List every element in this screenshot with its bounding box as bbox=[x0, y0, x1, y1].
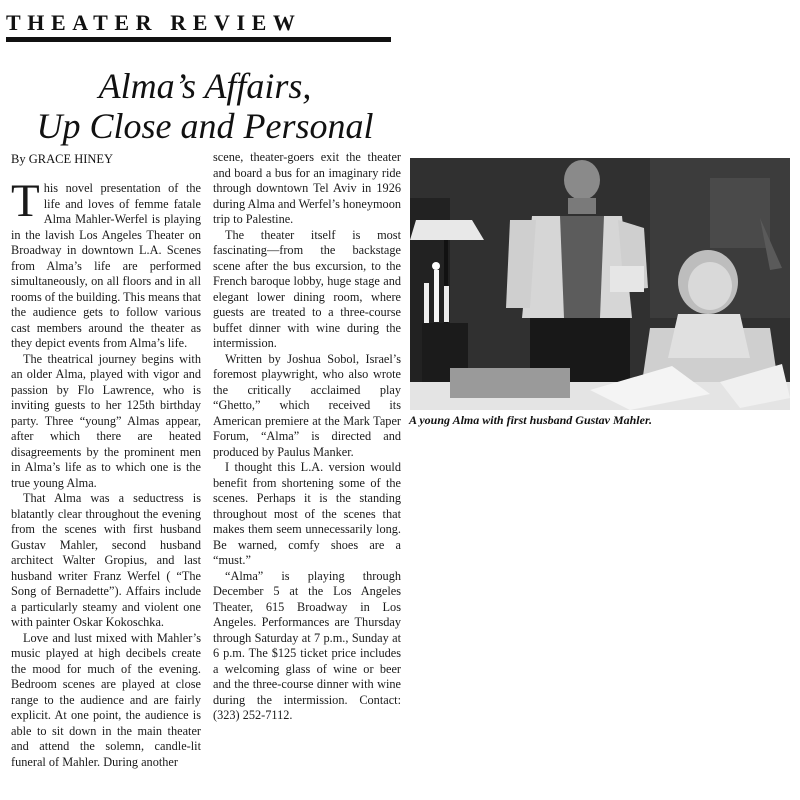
article-paragraph: scene, theater-goers exit the theater and board a bus for an imaginary ride through downtown Tel Aviv in 1926 during Alma and Werfel’s honeymoon trip to Palestine. bbox=[213, 150, 401, 226]
article-paragraph: I thought this L.A. version would benefit from shortening some of the scenes. Perhaps it is the standing throughout most of the scenes that makes them seem unnecessarily long. Be warned, comfy shoes are a “must.” bbox=[213, 460, 401, 567]
article-paragraph bbox=[11, 175, 202, 352]
article-paragraph: “Alma” is playing through December 5 at the Los Angeles Theater, 615 Broadway in Los Angeles. Performances are Thursday through Saturday at 7 p.m., Sunday at 6 p.m. The $125 ticket price includes a welcoming glass of wine or beer and the three-course dinner with wine during the intermission. Contact: (323) 252-7112. bbox=[213, 568, 401, 722]
paragraph-text: his novel presentation of the life and loves of femme fatale Alma Mahler-Werfel is playing in the lavish Los Angeles Theater on Broadway in downtown L.A. Scenes from Alma’s life are performed simultaneously, on all floors and in all rooms of the building. This means that the audience gets to follow various cast members around the theater as they depict events from Alma’s life. bbox=[11, 181, 202, 350]
headline-line-1: Alma’s Affairs, bbox=[98, 66, 312, 106]
byline: By GRACE HINEY bbox=[11, 152, 114, 166]
article-paragraph: The theatrical journey begins with an older Alma, played with vigor and passion by Flo Lawrence, who is inviting guests to her 125th birthday party. Three “young” Almas appear, after which there are heated disagreements by the prominent men in Alma’s life as to which one is the true young Alma. bbox=[11, 351, 201, 490]
scene-photo bbox=[410, 158, 790, 410]
section-label: THEATER REVIEW bbox=[6, 10, 302, 35]
section-rule bbox=[6, 37, 391, 42]
article-paragraph: That Alma was a seductress is blatantly clear throughout the evening from the scenes with first husband Gustav Mahler, second husband architect Walter Gropius, and last husband writer Franz Werfel ( “The Song of Bernadette”). Affairs include a particularly steamy and violent one with painter Oskar Kokoschka. bbox=[11, 491, 201, 629]
article-paragraph: Written by Joshua Sobol, Israel’s foremost playwright, who also wrote the critically acclaimed play “Ghetto,” which received its American premiere at the Mark Taper Forum, “Alma” is directed and produced by Paulus Manker. bbox=[213, 351, 401, 459]
article-paragraph: Love and lust mixed with Mahler’s music played at high decibels create the mood for much of the evening. Bedroom scenes are played at close range to the audience and are fairly explicit. At one point, the audience is able to sit down in the main theater and attend the solemn, candle-lit funeral of Mahler. During another bbox=[11, 630, 201, 769]
headline-line-2: Up Close and Personal bbox=[36, 106, 374, 146]
drop-cap: T bbox=[11, 175, 40, 227]
article-paragraph: The theater itself is most fascinating—from the backstage scene after the bus excursion, to the French baroque lobby, huge stage and elegant lower dining room, where guests are treated to a three-course buffet dinner with wine during the intermission. bbox=[213, 227, 401, 350]
article-column-1 bbox=[11, 175, 202, 770]
headline bbox=[0, 66, 410, 146]
photo-caption: A young Alma with first husband Gustav Mahler. bbox=[409, 413, 652, 427]
article-column-2 bbox=[213, 150, 401, 724]
